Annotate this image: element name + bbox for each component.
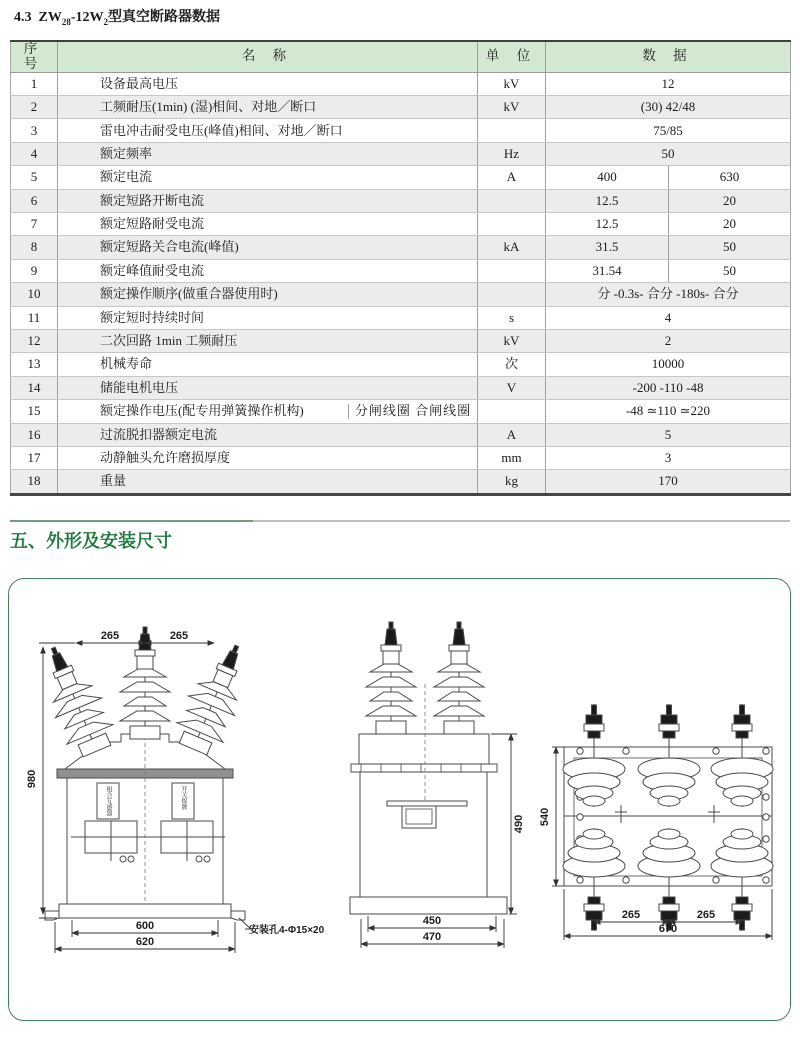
table-row (11, 213, 791, 236)
cell-unit: 次 (478, 353, 546, 376)
table-row (11, 423, 791, 446)
cell-data: 170 (546, 470, 791, 494)
table-row (11, 236, 791, 259)
section-title: 五、外形及安装尺寸 (10, 531, 172, 551)
cell-data: 50 (546, 142, 791, 165)
cell-row-number: 6 (11, 189, 58, 212)
col-header-name: 名 称 (58, 41, 478, 72)
table-row (11, 353, 791, 376)
cell-data: 3 (546, 446, 791, 469)
bolt-hole (763, 877, 769, 883)
cell-data: 75/85 (546, 119, 791, 142)
side-dim-base-outer: 470 (422, 931, 442, 943)
front-dim-height: 980 (26, 769, 38, 789)
cell-name: 机械寿命 (58, 353, 478, 376)
cell-row-number: 1 (11, 72, 58, 95)
cell-data-1: 12.5 (546, 213, 669, 236)
cell-row-number: 4 (11, 142, 58, 165)
bolt-hole (763, 814, 769, 820)
cell-unit: kV (478, 329, 546, 352)
cell-row-number: 12 (11, 329, 58, 352)
cell-data: -48 ≃110 ≃220 (546, 400, 791, 423)
front-dim-span-left: 265 (100, 630, 120, 642)
bolt-hole (577, 877, 583, 883)
spec-table-body (11, 72, 791, 494)
top-dim-span-right: 265 (696, 909, 716, 921)
cell-name: 设备最高电压 (58, 72, 478, 95)
table-row (11, 142, 791, 165)
side-dim-base-inner: 450 (422, 915, 442, 927)
front-dim-span-right: 265 (169, 630, 189, 642)
cell-unit (478, 283, 546, 306)
cell-data-1: 31.5 (546, 236, 669, 259)
page-title: 4.3 $ZW_{28}-12W_2$型真空断路器数据 (14, 10, 221, 27)
front-dim-base-inner: 600 (135, 920, 155, 932)
section-divider-accent (10, 520, 253, 522)
cell-unit (478, 213, 546, 236)
cell-data: (30) 42/48 (546, 96, 791, 119)
cell-unit: mm (478, 446, 546, 469)
bolt-hole (577, 814, 583, 820)
cell-name: 额定短路关合电流(峰值) (58, 236, 478, 259)
cell-data: -200 -110 -48 (546, 376, 791, 399)
cell-name: 额定频率 (58, 142, 478, 165)
cell-name: 重量 (58, 470, 478, 494)
nameplate-right-label: 开关铭牌 (180, 786, 186, 810)
cell-name: 额定操作电压(配专用弹簧操作机构) (100, 403, 304, 419)
cell-unit: kA (478, 236, 546, 259)
cell-name: 额定短路耐受电流 (58, 213, 478, 236)
table-row (11, 283, 791, 306)
table-row (11, 376, 791, 399)
front-dim-base-outer: 620 (135, 936, 155, 948)
cell-name: 雷电冲击耐受电压(峰值)相间、对地／断口 (58, 119, 478, 142)
cell-row-number: 2 (11, 96, 58, 119)
cell-data-2: 20 (669, 213, 791, 236)
table-row (11, 446, 791, 469)
cell-data: 4 (546, 306, 791, 329)
table-row (11, 166, 791, 189)
bolt-hole (713, 748, 719, 754)
cell-unit (478, 259, 546, 282)
cell-unit: s (478, 306, 546, 329)
spec-table-header-row (11, 41, 791, 72)
cell-name: 额定短时持续时间 (58, 306, 478, 329)
cell-name: 额定电流 (58, 166, 478, 189)
cell-data: 2 (546, 329, 791, 352)
table-row (11, 96, 791, 119)
drawing-frame (8, 578, 791, 1021)
cell-unit: kg (478, 470, 546, 494)
cell-data-1: 31.54 (546, 259, 669, 282)
cell-name-sub: 分闸线圈 合闸线圈 (348, 404, 477, 418)
table-row (11, 259, 791, 282)
cell-row-number: 3 (11, 119, 58, 142)
cell-name: 工频耐压(1min) (湿)相间、对地／断口 (58, 96, 478, 119)
bolt-hole (713, 877, 719, 883)
cell-unit: Hz (478, 142, 546, 165)
top-dim-span-left: 265 (621, 909, 641, 921)
top-view (539, 704, 773, 940)
cell-row-number: 16 (11, 423, 58, 446)
cell-data-2: 50 (669, 259, 791, 282)
cell-data-1: 12.5 (546, 189, 669, 212)
nameplate-left-label: 组合互感器 (105, 786, 111, 816)
outline-drawings (9, 579, 787, 1017)
front-view (26, 627, 325, 953)
bolt-hole (623, 877, 629, 883)
cell-data-2: 50 (669, 236, 791, 259)
cell-data-2: 20 (669, 189, 791, 212)
col-header-no: 序 号 (11, 41, 58, 72)
bolt-hole (763, 748, 769, 754)
cell-data: 分 -0.3s- 合分 -180s- 合分 (546, 283, 791, 306)
bolt-hole (763, 794, 769, 800)
side-view (350, 622, 525, 948)
cell-unit: A (478, 166, 546, 189)
table-row (11, 189, 791, 212)
cell-unit: A (478, 423, 546, 446)
cell-unit (478, 119, 546, 142)
table-row (11, 470, 791, 494)
col-header-data: 数 据 (546, 41, 791, 72)
section-divider (10, 520, 790, 522)
cell-row-number: 11 (11, 306, 58, 329)
cell-row-number: 10 (11, 283, 58, 306)
cell-row-number: 18 (11, 470, 58, 494)
cell-row-number: 8 (11, 236, 58, 259)
cell-name: 过流脱扣器额定电流 (58, 423, 478, 446)
cell-row-number: 9 (11, 259, 58, 282)
cell-name: 额定峰值耐受电流 (58, 259, 478, 282)
cell-row-number: 7 (11, 213, 58, 236)
table-row (11, 329, 791, 352)
cell-name: 储能电机电压 (58, 376, 478, 399)
cell-unit (478, 400, 546, 423)
cell-unit: V (478, 376, 546, 399)
bolt-hole (577, 748, 583, 754)
table-row (11, 306, 791, 329)
cell-unit: kV (478, 72, 546, 95)
cell-name: 额定短路开断电流 (58, 189, 478, 212)
cell-data: 5 (546, 423, 791, 446)
bolt-hole (763, 836, 769, 842)
cell-data: 12 (546, 72, 791, 95)
table-row (11, 400, 791, 423)
side-dim-height: 490 (513, 814, 525, 834)
cell-data: 10000 (546, 353, 791, 376)
top-dim-width: 670 (658, 923, 678, 935)
cell-data-1: 400 (546, 166, 669, 189)
cell-row-number: 15 (11, 400, 58, 423)
cell-row-number: 17 (11, 446, 58, 469)
cell-name: 额定操作顺序(做重合器使用时) (58, 283, 478, 306)
cell-row-number: 14 (11, 376, 58, 399)
col-header-unit: 单 位 (478, 41, 546, 72)
cell-unit: kV (478, 96, 546, 119)
table-row (11, 119, 791, 142)
top-dim-height: 540 (539, 807, 551, 827)
cell-data-2: 630 (669, 166, 791, 189)
cell-name-split (58, 400, 478, 423)
cell-row-number: 13 (11, 353, 58, 376)
cell-name: 二次回路 1min 工频耐压 (58, 329, 478, 352)
cell-row-number: 5 (11, 166, 58, 189)
table-row (11, 72, 791, 95)
bolt-hole (623, 748, 629, 754)
mounting-note: 安装孔4-Φ15×20 (249, 925, 325, 936)
spec-table (10, 40, 791, 496)
cell-unit (478, 189, 546, 212)
cell-name: 动静触头允许磨损厚度 (58, 446, 478, 469)
